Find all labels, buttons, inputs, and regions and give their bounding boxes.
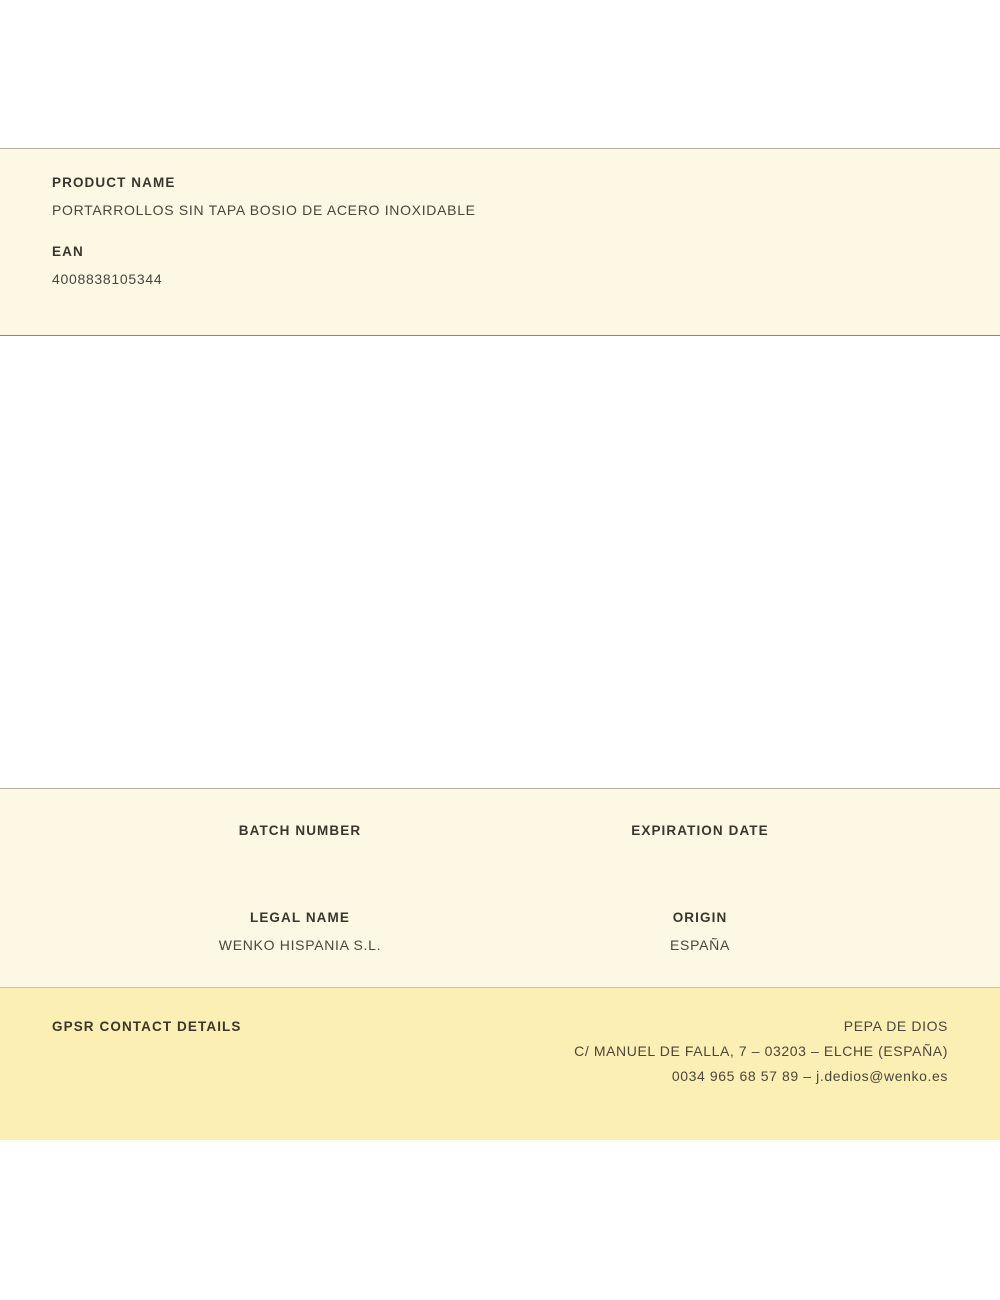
origin-cell	[500, 910, 900, 953]
ean-value: 4008838105344	[52, 271, 163, 287]
legal-name-label: LEGAL NAME	[249, 910, 350, 925]
gpsr-contact-block	[0, 988, 1000, 1140]
batch-number-value	[100, 850, 500, 864]
expiration-date-cell	[500, 823, 900, 864]
batch-number-cell	[100, 823, 500, 864]
origin-value: ESPAÑA	[670, 937, 730, 953]
legal-name-cell	[100, 910, 500, 953]
blank-content-area	[0, 336, 1000, 788]
product-info-inner	[0, 149, 1000, 287]
product-details-block	[0, 788, 1000, 988]
legal-name-value: WENKO HISPANIA S.L.	[218, 937, 382, 953]
gpsr-contact-address: C/ MANUEL DE FALLA, 7 – 03203 – ELCHE (ESPAÑA)	[574, 1043, 948, 1059]
product-info-block	[0, 148, 1000, 336]
expiration-date-value	[500, 850, 900, 864]
product-name-value: PORTARROLLOS SIN TAPA BOSIO DE ACERO INOXIDABLE	[52, 202, 476, 218]
origin-label: ORIGIN	[672, 910, 728, 925]
batch-number-label: BATCH NUMBER	[238, 823, 362, 838]
details-row-legal	[0, 864, 1000, 953]
gpsr-contact-person: PEPA DE DIOS	[843, 1018, 948, 1034]
gpsr-contact-lines	[574, 1018, 948, 1084]
expiration-date-label: EXPIRATION DATE	[631, 823, 769, 838]
ean-label: EAN	[52, 244, 84, 259]
details-row-batch	[0, 789, 1000, 864]
product-name-label: PRODUCT NAME	[52, 175, 176, 190]
gpsr-contact-title: GPSR CONTACT DETAILS	[52, 1019, 242, 1034]
gpsr-contact-phone-email: 0034 965 68 57 89 – j.dedios@wenko.es	[671, 1068, 948, 1084]
